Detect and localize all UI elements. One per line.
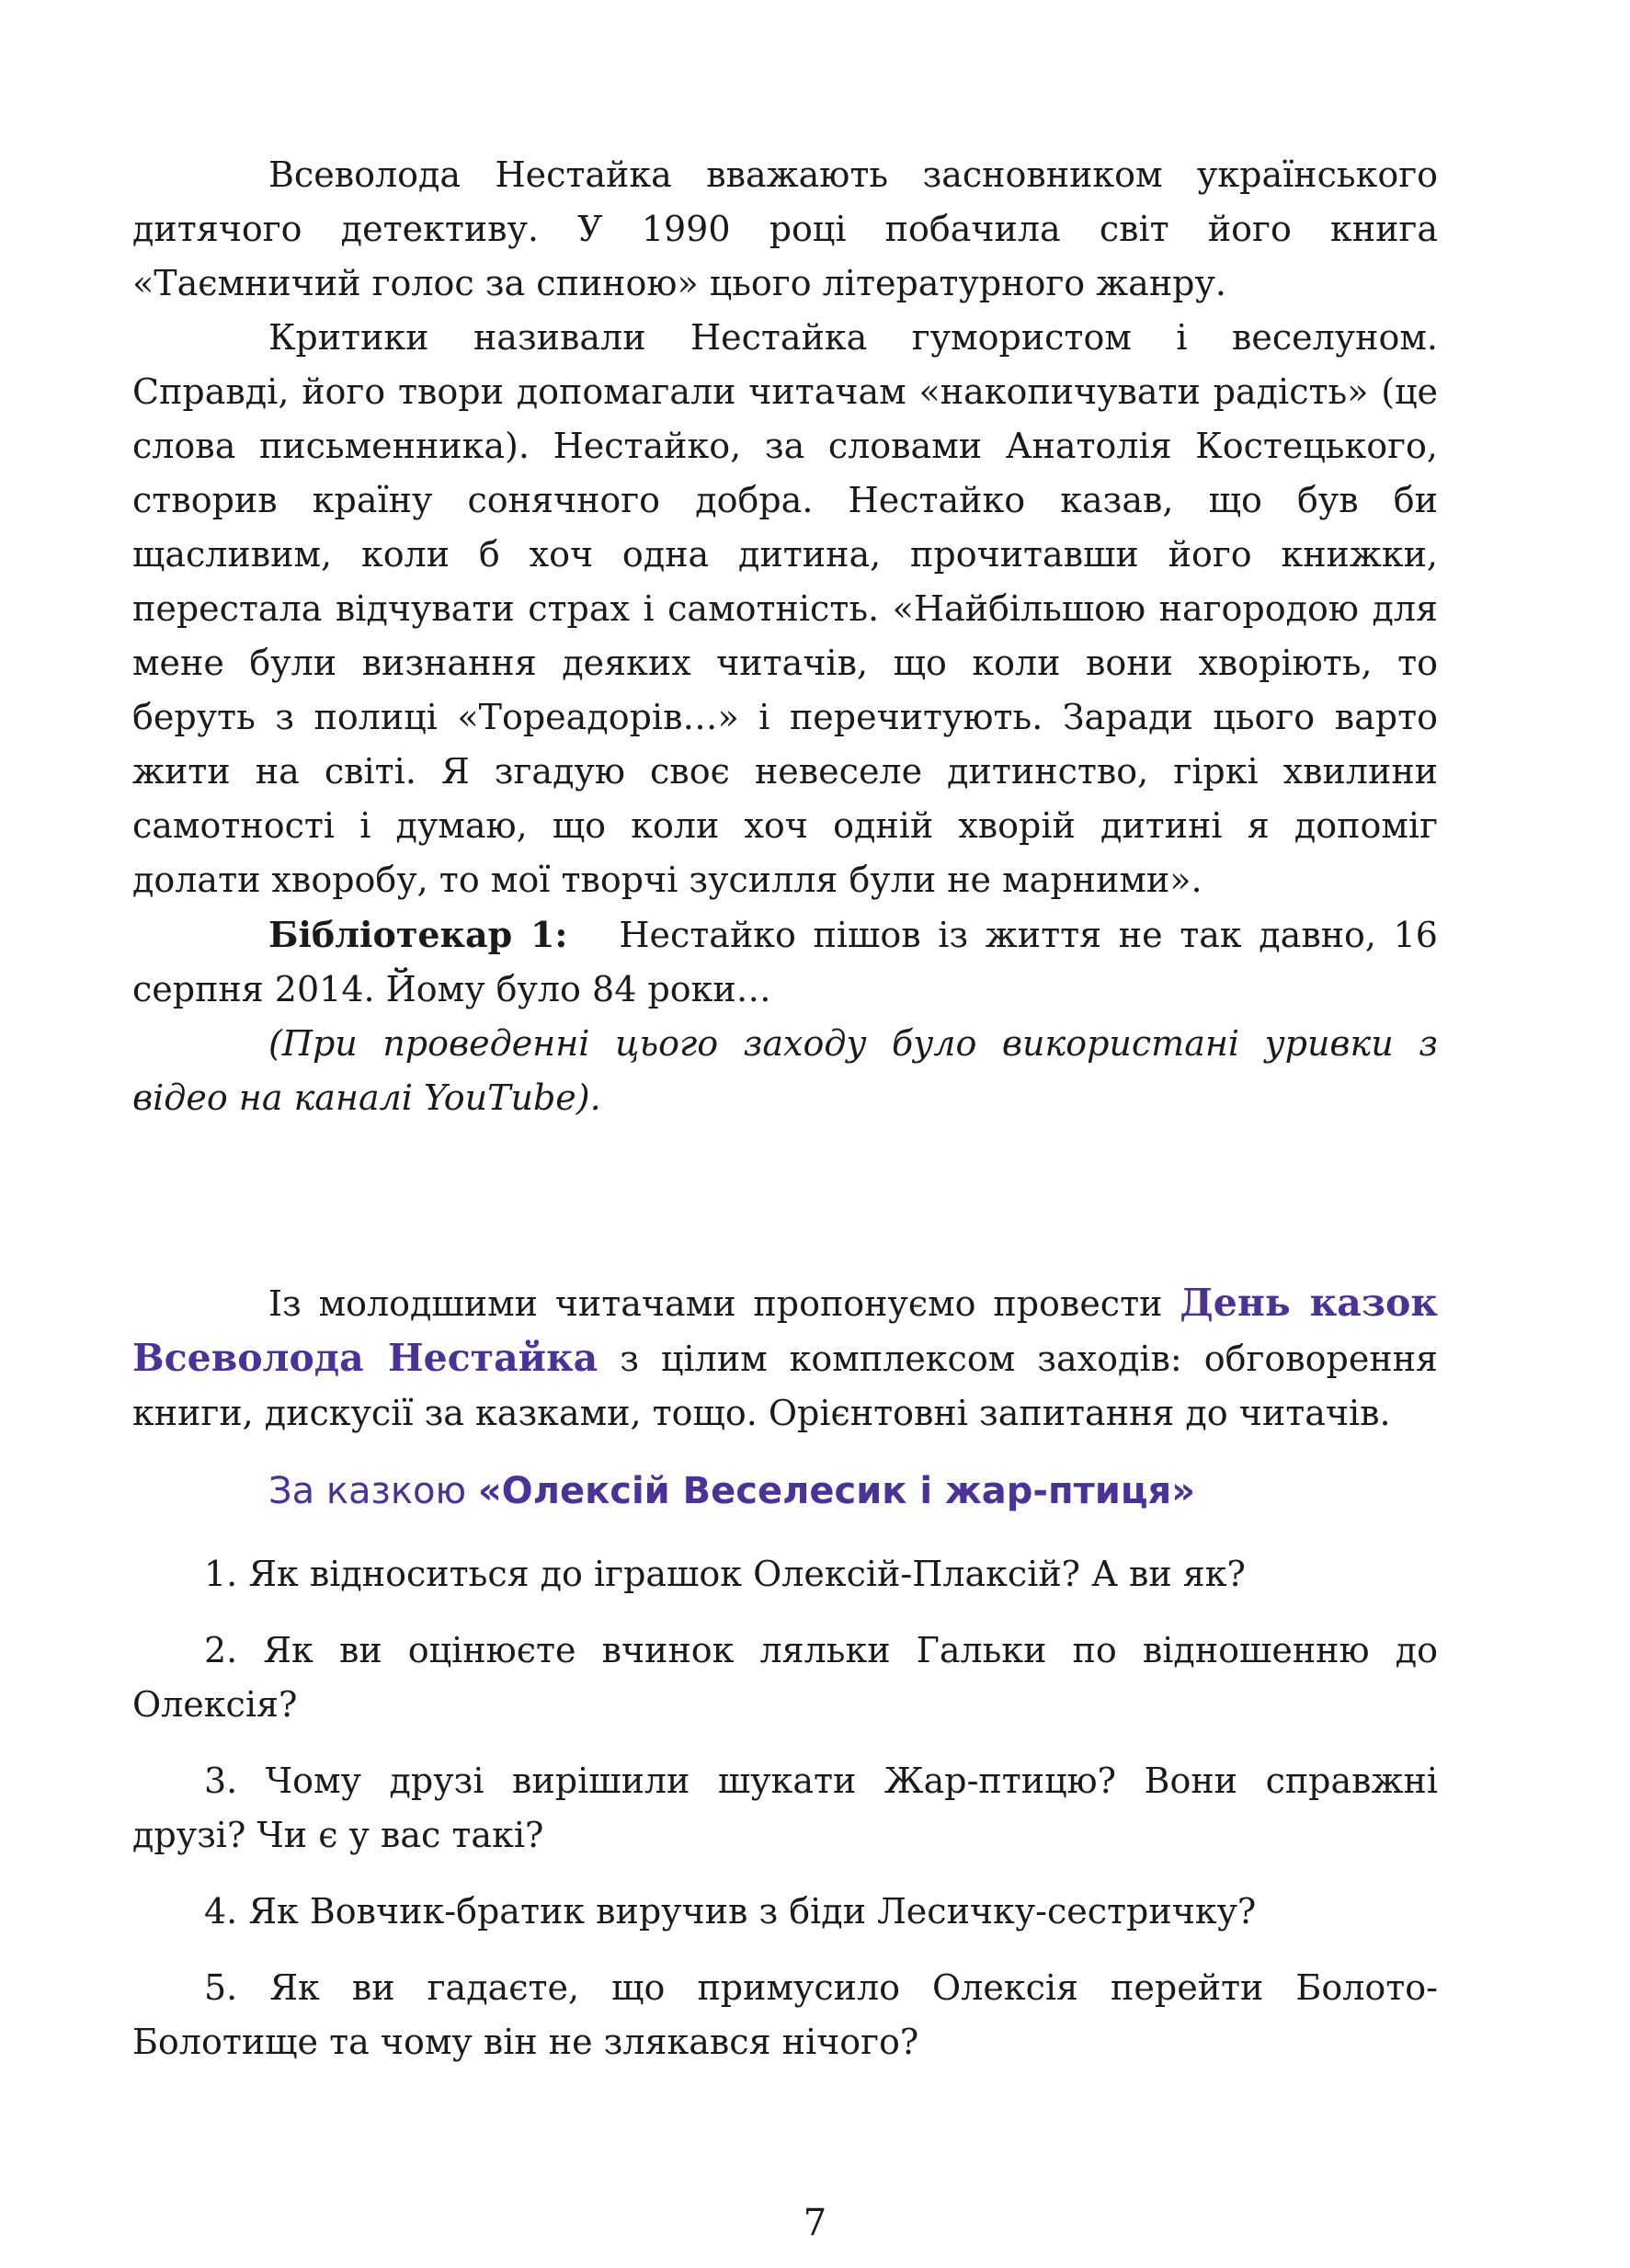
paragraph-critics: Критики називали Нестайка гумористом і веселуном. Справді, його твори допомагали читачам «накопичувати радість» (це слова письменника). Нестайко, за словами Анатолія Костецького, створив країну сонячного добра. Нестайко казав, що був би щасливим, коли б хоч одна дитина, прочитавши його книжки, перестала відчувати страх і самотність. «Найбільшою нагородою для мене були визнання деяких читачів, що коли вони хворіють, то беруть з полиці «Тореадорів…» і перечитують. Заради цього варто жити на світі. Я згадую своє невеселе дитинство, гіркі хвилини самотності і думаю, що коли хоч одній хворій дитині я допоміг долати хворобу, то мої творчі зусилля були не марними». <box>132 317 1438 900</box>
question-item: 2. Як ви оцінюєте вчинок ляльки Гальки по відношенню до Олексія? <box>132 1630 1438 1725</box>
question-item: 5. Як ви гадаєте, що примусило Олексія перейти Болото-Болотище та чому він не злякався нічого? <box>132 1967 1438 2062</box>
fairy-day-highlight: День казок Всеволода Нестайка <box>132 1281 1438 1380</box>
page-number: 7 <box>803 2202 827 2244</box>
section-prefix: За казкою <box>268 1470 467 1512</box>
speaker-label: Бібліотекар 1: <box>268 914 568 955</box>
paragraph-librarian <box>132 907 1438 1017</box>
paragraph-note: (При проведенні цього заходу було використані уривки з відео на каналі YouTube). <box>132 1023 1438 1118</box>
question-item: 1. Як відноситься до іграшок Олексій-Плаксій? А ви як? <box>204 1554 1246 1594</box>
paragraph-detective: Всеволода Нестайка вважають засновником українського дитячого детективу. У 1990 році побачила світ його книга «Таємничий голос за спиною» цього літературного жанру. <box>132 154 1438 303</box>
fairy-day-end: з цілим комплексом заходів: обговорення книги, дискусії за казками, тощо. Орієнтовні запитання до читачів. <box>132 1339 1438 1433</box>
body-text-top <box>132 148 1438 1125</box>
fairy-day-start: Із молодшими читачами пропонуємо провести <box>268 1283 1163 1324</box>
question-item: 4. Як Вовчик-братик виручив з біди Лесичку-сестричку? <box>204 1891 1257 1932</box>
question-item: 3. Чому друзі вирішили шукати Жар-птицю? Вони справжні друзі? Чи є у вас такі? <box>132 1761 1438 1855</box>
body-text-bottom <box>132 1276 1438 2069</box>
section-heading <box>132 1465 1438 1519</box>
paragraph-fairy-day <box>132 1276 1438 1441</box>
librarian-text: Нестайко пішов із життя не так давно, 16 серпня 2014. Йому було 84 роки… <box>132 915 1438 1009</box>
section-title: «Олексій Веселесик і жар-птиця» <box>477 1470 1196 1512</box>
